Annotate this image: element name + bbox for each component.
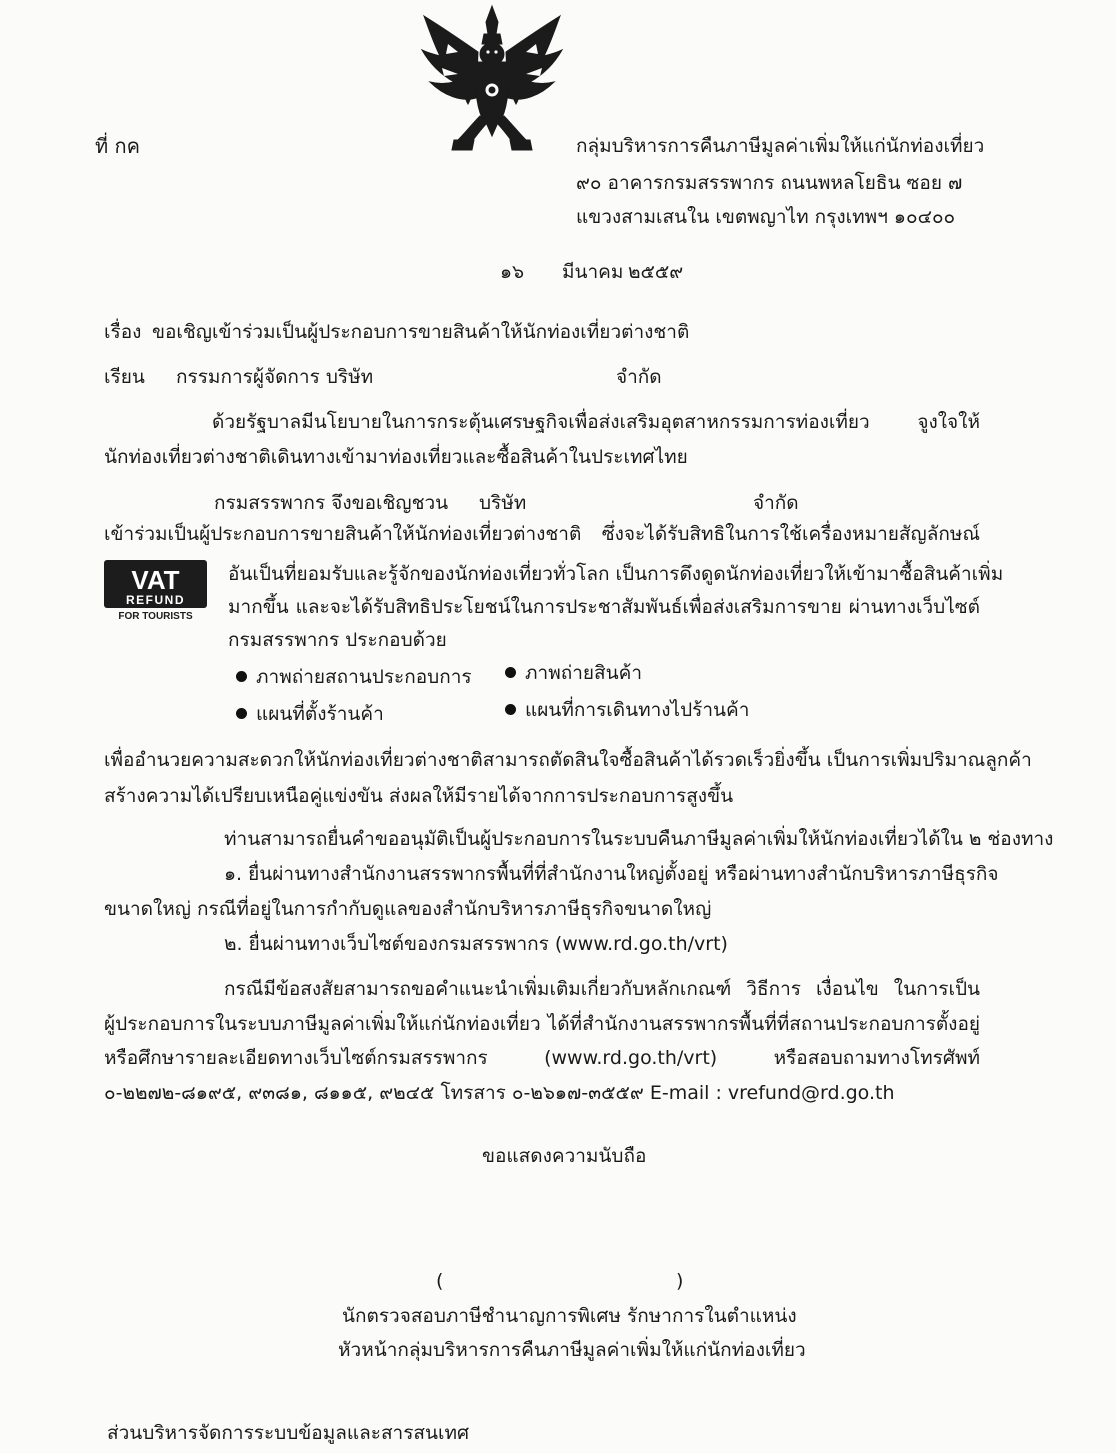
closing-text: ขอแสดงความนับถือ [482, 1145, 647, 1167]
subject-text: ขอเชิญเข้าร่วมเป็นผู้ประกอบการขายสินค้าให้นักท่องเที่ยวต่างชาติ [152, 321, 690, 343]
footer-unit: ส่วนบริหารจัดการระบบข้อมูลและสารสนเทศ [107, 1422, 470, 1444]
channel-item-1-line-2: ขนาดใหญ่ กรณีที่อยู่ในการกำกับดูแลของสำนักบริหารภาษีธุรกิจขนาดใหญ่ [104, 898, 712, 920]
vat-refund-logo-icon [104, 560, 207, 622]
date-month: มีนาคม [562, 261, 624, 283]
invite-lead: กรมสรรพากร จึงขอเชิญชวน [214, 492, 449, 514]
garuda-emblem-icon [418, 4, 566, 154]
vat-logo-line-1: VAT [131, 565, 180, 595]
bullet-item-3: แผนที่ตั้งร้านค้า [256, 703, 384, 725]
benefit-line-2: สร้างความได้เปรียบเหนือคู่แข่งขัน ส่งผลให้มีรายได้จากการประกอบการสูงขึ้น [104, 785, 734, 807]
recipient-label: เรียน [104, 366, 145, 388]
reference-number: ที่ กค [95, 134, 141, 158]
invite-line-5: กรมสรรพากร ประกอบด้วย [228, 629, 447, 651]
vat-logo-line-2: REFUND [126, 593, 185, 607]
invite-line-3: อันเป็นที่ยอมรับและรู้จักของนักท่องเที่ยวทั่วโลก เป็นการดึงดูดนักท่องเที่ยวให้เข้ามาซื้อสินค้าเพิ่ม [228, 563, 1004, 585]
bullet-dot [505, 667, 516, 678]
invite-suffix: จำกัด [753, 492, 799, 514]
invite-company: บริษัท [479, 492, 527, 514]
intro-line-2: นักท่องเที่ยวต่างชาติเดินทางเข้ามาท่องเที่ยวและซื้อสินค้าในประเทศไทย [104, 446, 688, 468]
vat-logo-line-3: FOR TOURISTS [118, 611, 193, 622]
sender-address-line-2: ๙๐ อาคารกรมสรรพากร ถนนพหลโยธิน ซอย ๗ [576, 172, 963, 194]
channel-item-1-line-1: ๑. ยื่นผ่านทางสำนักงานสรรพากรพื้นที่ที่สำนักงานใหญ่ตั้งอยู่ หรือผ่านทางสำนักบริหารภาษีธุรกิจ [224, 863, 999, 885]
invite-line-2: เข้าร่วมเป็นผู้ประกอบการขายสินค้าให้นักท่องเที่ยวต่างชาติ ซึ่งจะได้รับสิทธิในการใช้เครื่องหมายสัญลักษณ์ [104, 523, 980, 545]
signature-title-line-2: หัวหน้ากลุ่มบริหารการคืนภาษีมูลค่าเพิ่มให้แก่นักท่องเที่ยว [338, 1339, 806, 1361]
invite-line-4: มากขึ้น และจะได้รับสิทธิประโยชน์ในการประชาสัมพันธ์เพื่อส่งเสริมการขาย ผ่านทางเว็บไซต์ [228, 596, 980, 618]
bullet-dot [236, 671, 247, 682]
contact-line-3: หรือศึกษารายละเอียดทางเว็บไซต์กรมสรรพากร (www.rd.go.th/vrt) หรือสอบถามทางโทรศัพท์ [104, 1047, 980, 1069]
bullet-item-4: แผนที่การเดินทางไปร้านค้า [525, 699, 750, 721]
signature-title-line-1: นักตรวจสอบภาษีชำนาญการพิเศษ รักษาการในตำแหน่ง [342, 1305, 797, 1327]
contact-line-2: ผู้ประกอบการในระบบภาษีมูลค่าเพิ่มให้แก่นักท่องเที่ยว ได้ที่สำนักงานสรรพากรพื้นที่ที่สถานประกอบการตั้งอยู่ [104, 1013, 980, 1035]
sender-address-line-3: แขวงสามเสนใน เขตพญาไท กรุงเทพฯ ๑๐๔๐๐ [576, 206, 956, 228]
intro-line-1: ด้วยรัฐบาลมีนโยบายในการกระตุ้นเศรษฐกิจเพื่อส่งเสริมอุตสาหกรรมการท่องเที่ยว จูงใจให้ [212, 411, 980, 433]
recipient-suffix: จำกัด [616, 366, 662, 388]
channels-intro: ท่านสามารถยื่นคำขออนุมัติเป็นผู้ประกอบการในระบบคืนภาษีมูลค่าเพิ่มให้นักท่องเที่ยวได้ใน ๒ ช่องทาง [224, 828, 1054, 850]
date-year: ๒๕๕๙ [628, 261, 684, 283]
contact-line-1: กรณีมีข้อสงสัยสามารถขอคำแนะนำเพิ่มเติมเกี่ยวกับหลักเกณฑ์ วิธีการ เงื่อนไข ในการเป็น [224, 978, 980, 1000]
recipient-text: กรรมการผู้จัดการ บริษัท [176, 366, 374, 388]
subject-label: เรื่อง [104, 321, 142, 343]
bullet-item-1: ภาพถ่ายสถานประกอบการ [256, 666, 472, 688]
sender-address-line-1: กลุ่มบริหารการคืนภาษีมูลค่าเพิ่มให้แก่นักท่องเที่ยว [576, 135, 985, 157]
signature-close-paren: ) [676, 1270, 684, 1292]
bullet-item-2: ภาพถ่ายสินค้า [525, 662, 642, 684]
bullet-dot [505, 704, 516, 715]
bullet-dot [236, 708, 247, 719]
benefit-line-1: เพื่ออำนวยความสะดวกให้นักท่องเที่ยวต่างชาติสามารถตัดสินใจซื้อสินค้าได้รวดเร็วยิ่งขึ้น เป็นการเพิ่มปริมาณลูกค้า [104, 749, 1032, 771]
channel-item-2: ๒. ยื่นผ่านทางเว็บไซต์ของกรมสรรพากร (www.rd.go.th/vrt) [224, 933, 728, 955]
contact-line-4: ๐-๒๒๗๒-๘๑๙๕, ๙๓๘๑, ๘๑๑๕, ๙๒๔๕ โทรสาร ๐-๒๖๑๗-๓๕๕๙ E-mail : vrefund@rd.go.th [104, 1082, 895, 1104]
date-day: ๑๖ [500, 261, 525, 283]
signature-open-paren: ( [436, 1270, 444, 1292]
